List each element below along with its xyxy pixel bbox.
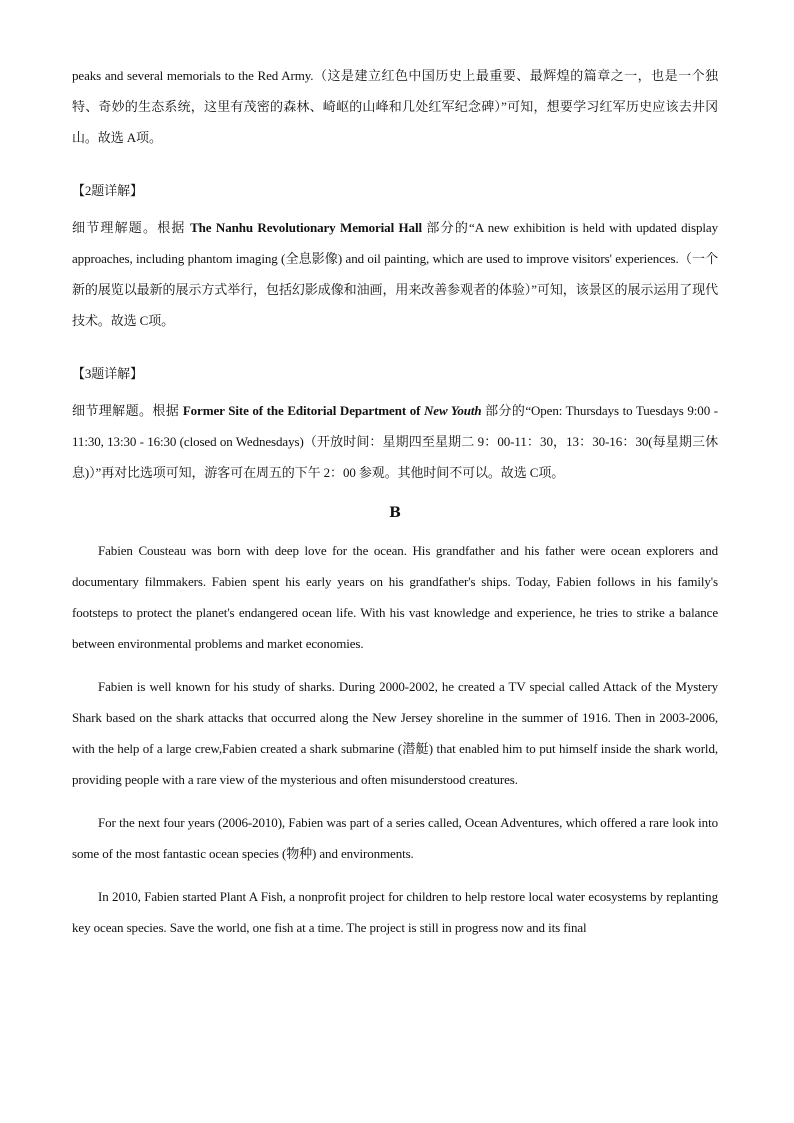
q3-source-italic: New Youth [423,403,482,418]
spacer [72,336,718,348]
spacer [72,795,718,807]
spacer [72,869,718,881]
q3-prefix: 细节理解题。根据 [72,403,183,418]
passage-paragraph: Fabien Cousteau was born with deep love for the ocean. His grandfather and his father were ocean explorers and documentary filmmakers. Fabien spent his early years on his grandfather's ships. Today, Fabien follows in his family's footsteps to protect the planet's endangered ocean life. With his vast knowledge and experience, he tries to strike a balance between environmental problems and market economies. [72,543,718,651]
q3-source-name: Former Site of the Editorial Department of [182,403,424,418]
q3-body: 部分的“Open: Thursdays to Tuesdays 9:00 - 11:30, 13:30 - 16:30 (closed on Wednesdays)（开放时间：星期四至星期二 9：00-11：30，13：30-16：30(每星期三休息)）”再对比选项可知，游客可在周五的下午 2：00 参观。其他时间不可以。故选 C项。 [72,403,718,480]
question-2-heading: 【2题详解】 [72,183,143,198]
question-3-explanation [72,395,718,488]
passage-paragraph: In 2010, Fabien started Plant A Fish, a nonprofit project for children to help restore local water ecosystems by replanting key ocean species. Save the world, one fish at a time. The project is still in progress now and its final [72,889,718,935]
document-page [72,60,718,943]
q2-prefix: 细节理解题。根据 [72,220,191,235]
passage-paragraph: For the next four years (2006-2010), Fabien was part of a series called, Ocean Adventures, which offered a rare look into some of the most fantastic ocean species (物种) and environments. [72,815,718,861]
q2-source-name: The Nanhu Revolutionary Memorial Hall [190,220,422,235]
question-3-heading: 【3题详解】 [72,366,143,381]
q2-body: 部分的“A new exhibition is held with updated display approaches, including phantom imaging (全息影像) and oil painting, which are used to improve visitors' experiences.（一个新的展览以最新的展示方式举行，包括幻影成像和油画，用来改善参观者的体验）”可知，该景区的展示运用了现代技术。故选 C项。 [72,220,718,328]
section-b-title: B [389,505,401,521]
answer-continuation: peaks and several memorials to the Red Army.（这是建立红色中国历史上最重要、最辉煌的篇章之一，也是一个独特、奇妙的生态系统，这里有茂密的森林、崎岖的山峰和几处红军纪念碑）”可知，想要学习红军历史应该去井冈山。故选 A项。 [72,68,718,145]
spacer [72,153,718,165]
question-2-explanation [72,212,718,336]
passage-paragraph: Fabien is well known for his study of sharks. During 2000-2002, he created a TV special called Attack of the Mystery Shark based on the shark attacks that occurred along the New Jersey shoreline in the summer of 1916. Then in 2003-2006, with the help of a large crew,Fabien created a shark submarine (潜艇) that enabled him to put himself inside the shark world, providing people with a rare view of the mysterious and often misunderstood creatures. [72,679,718,787]
spacer [72,659,718,671]
